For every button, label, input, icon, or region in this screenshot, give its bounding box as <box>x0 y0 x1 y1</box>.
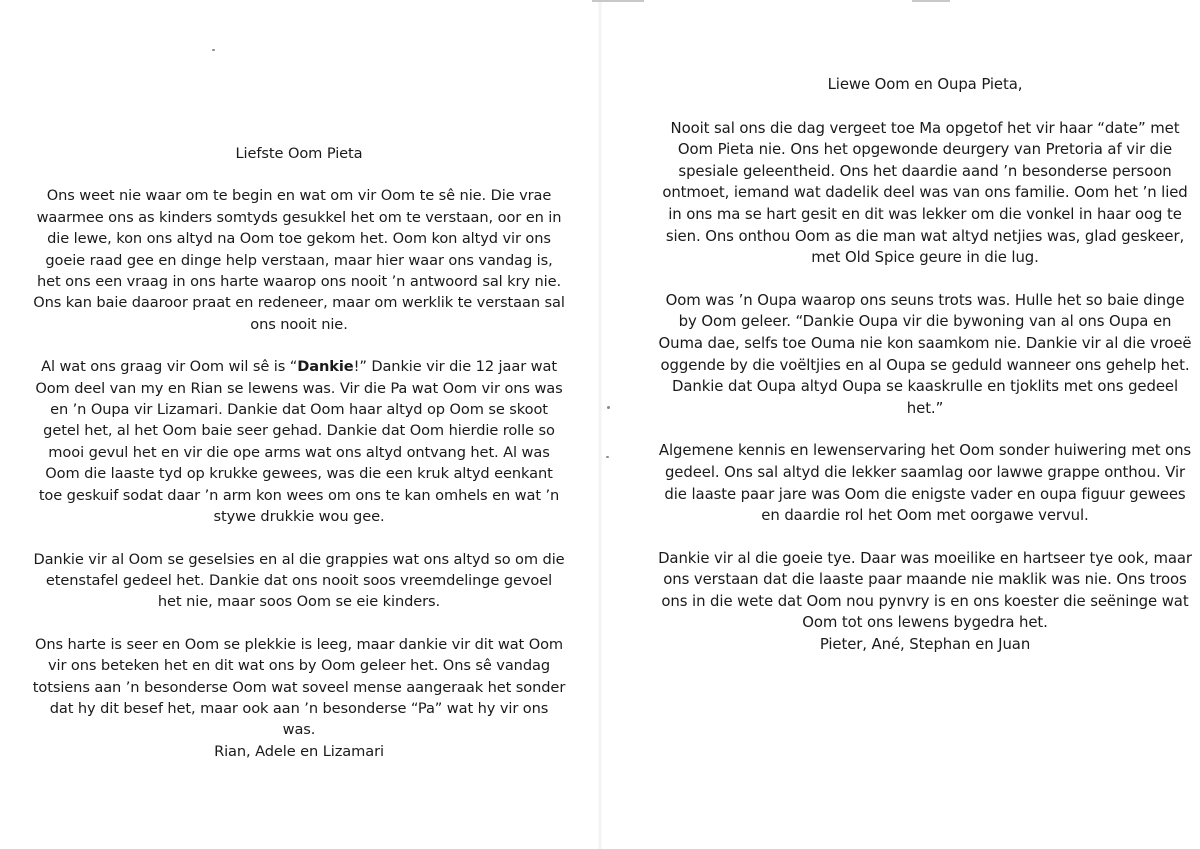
left-letter-paragraph-2-rest: !” Dankie vir die 12 jaar wat Oom deel van my en Rian se lewens was. Vir die Pa wat Oom vir ons was en ’n Oupa vir Lizamari. Dankie dat Oom haar altyd op Oom se skoot getel het, al het Oom baie seer gehad. Dankie dat Oom hierdie rolle so mooi gevul het en vir die ope arms wat ons altyd ontvang het. Al was Oom die laaste tyd op krukke gewees, was die een kruk altyd eenkant toe geskuif sodat daar ’n arm kon wees om ons te kan omhels en wat ’n stywe drukkie wou gee. <box>35 358 563 526</box>
scan-speck <box>606 456 609 458</box>
right-letter-paragraph-2: Oom was ’n Oupa waarop ons seuns trots was. Hulle het so baie dinge by Oom geleer. “Dankie Oupa vir die bywoning van al ons Oupa en Ouma dae, selfs toe Ouma nie kon saamkom nie. Dankie vir al die vroeë oggende by die voëltjies en al Oupa se geduld wanneer ons gehelp het. Dankie dat Oupa altyd Oupa se kaaskrulle en tjoklits met ons gedeel het.” <box>658 290 1192 417</box>
left-letter-paragraph-1: Ons weet nie waar om te begin en wat om vir Oom te sê nie. Die vrae waarmee ons as kinders somtyds gesukkel het om te verstaan, oor en in die lewe, kon ons altyd na Oom toe gekom het. Oom kon altyd vir ons goeie raad gee en dinge help verstaan, maar hier waar ons vandag is, het ons een vraag in ons harte waarop ons nooit ’n antwoord sal kry nie. Ons kan baie daaroor praat en redeneer, maar om werklik te verstaan sal ons nooit nie. <box>33 187 565 333</box>
scan-speck <box>607 406 610 409</box>
left-letter-greeting: Liefste Oom Pieta <box>235 145 363 162</box>
right-letter-greeting: Liewe Oom en Oupa Pieta, <box>827 75 1023 93</box>
left-letter-signature: Rian, Adele en Lizamari <box>214 742 384 760</box>
right-letter-signature: Pieter, Ané, Stephan en Juan <box>819 635 1031 654</box>
left-letter-paragraph-4: Ons harte is seer en Oom se plekkie is leeg, maar dankie vir dit wat Oom vir ons beteken het en dit wat ons by Oom geleer het. Ons sê vandag totsiens aan ’n besonderse Oom wat soveel mense aangeraak het sonder dat hy dit besef het, maar ook aan ’n besonderse “Pa” wat hy vir ons was. <box>32 635 566 739</box>
right-letter-paragraph-1: Nooit sal ons die dag vergeet toe Ma opgetof het vir haar “date” met Oom Pieta nie. Ons het opgewonde deurgery van Pretoria af vir die spesiale geleentheid. Ons het daardie aand ’n besonderse persoon ontmoet, iemand wat dadelik deel was van ons familie. Oom het ’n lied in ons ma se hart gesit en dit was lekker om die vonkel in haar oog te sien. Ons onthou Oom as die man wat altyd netjies was, glad geskeer, met Old Spice geure in die lug. <box>662 118 1188 267</box>
right-letter-paragraph-3: Algemene kennis en lewenservaring het Oom sonder huiwering met ons gedeel. Ons sal altyd die lekker saamlag oor lawwe grappe onthou. Vir die laaste paar jare was Oom die enigste vader en oupa figuur gewees en daardie rol het Oom met oorgawe vervul. <box>658 441 1192 525</box>
left-page <box>0 0 598 849</box>
right-letter-paragraph-4: Dankie vir al die goeie tye. Daar was moeilike en hartseer tye ook, maar ons verstaan dat die laaste paar maande nie maklik was nie. Ons troos ons in die wete dat Oom nou pynvry is en ons koester die seëninge wat Oom tot ons lewens bygedra het. <box>658 548 1192 632</box>
right-letter <box>655 74 1195 656</box>
left-letter-paragraph-2 <box>32 356 566 527</box>
scan-edge-mark <box>592 0 644 2</box>
scan-speck <box>212 49 215 51</box>
left-letter-paragraph-3: Dankie vir al Oom se geselsies en al die grappies wat ons altyd so om die etenstafel gedeel het. Dankie dat ons nooit soos vreemdelinge gevoel het nie, maar soos Oom se eie kinders. <box>33 550 565 611</box>
left-letter-paragraph-2-start: Al wat ons graag vir Oom wil sê is “ <box>41 358 298 376</box>
left-letter <box>32 143 566 762</box>
thank-you-emphasis: Dankie <box>297 358 354 376</box>
scan-edge-mark <box>912 0 950 2</box>
